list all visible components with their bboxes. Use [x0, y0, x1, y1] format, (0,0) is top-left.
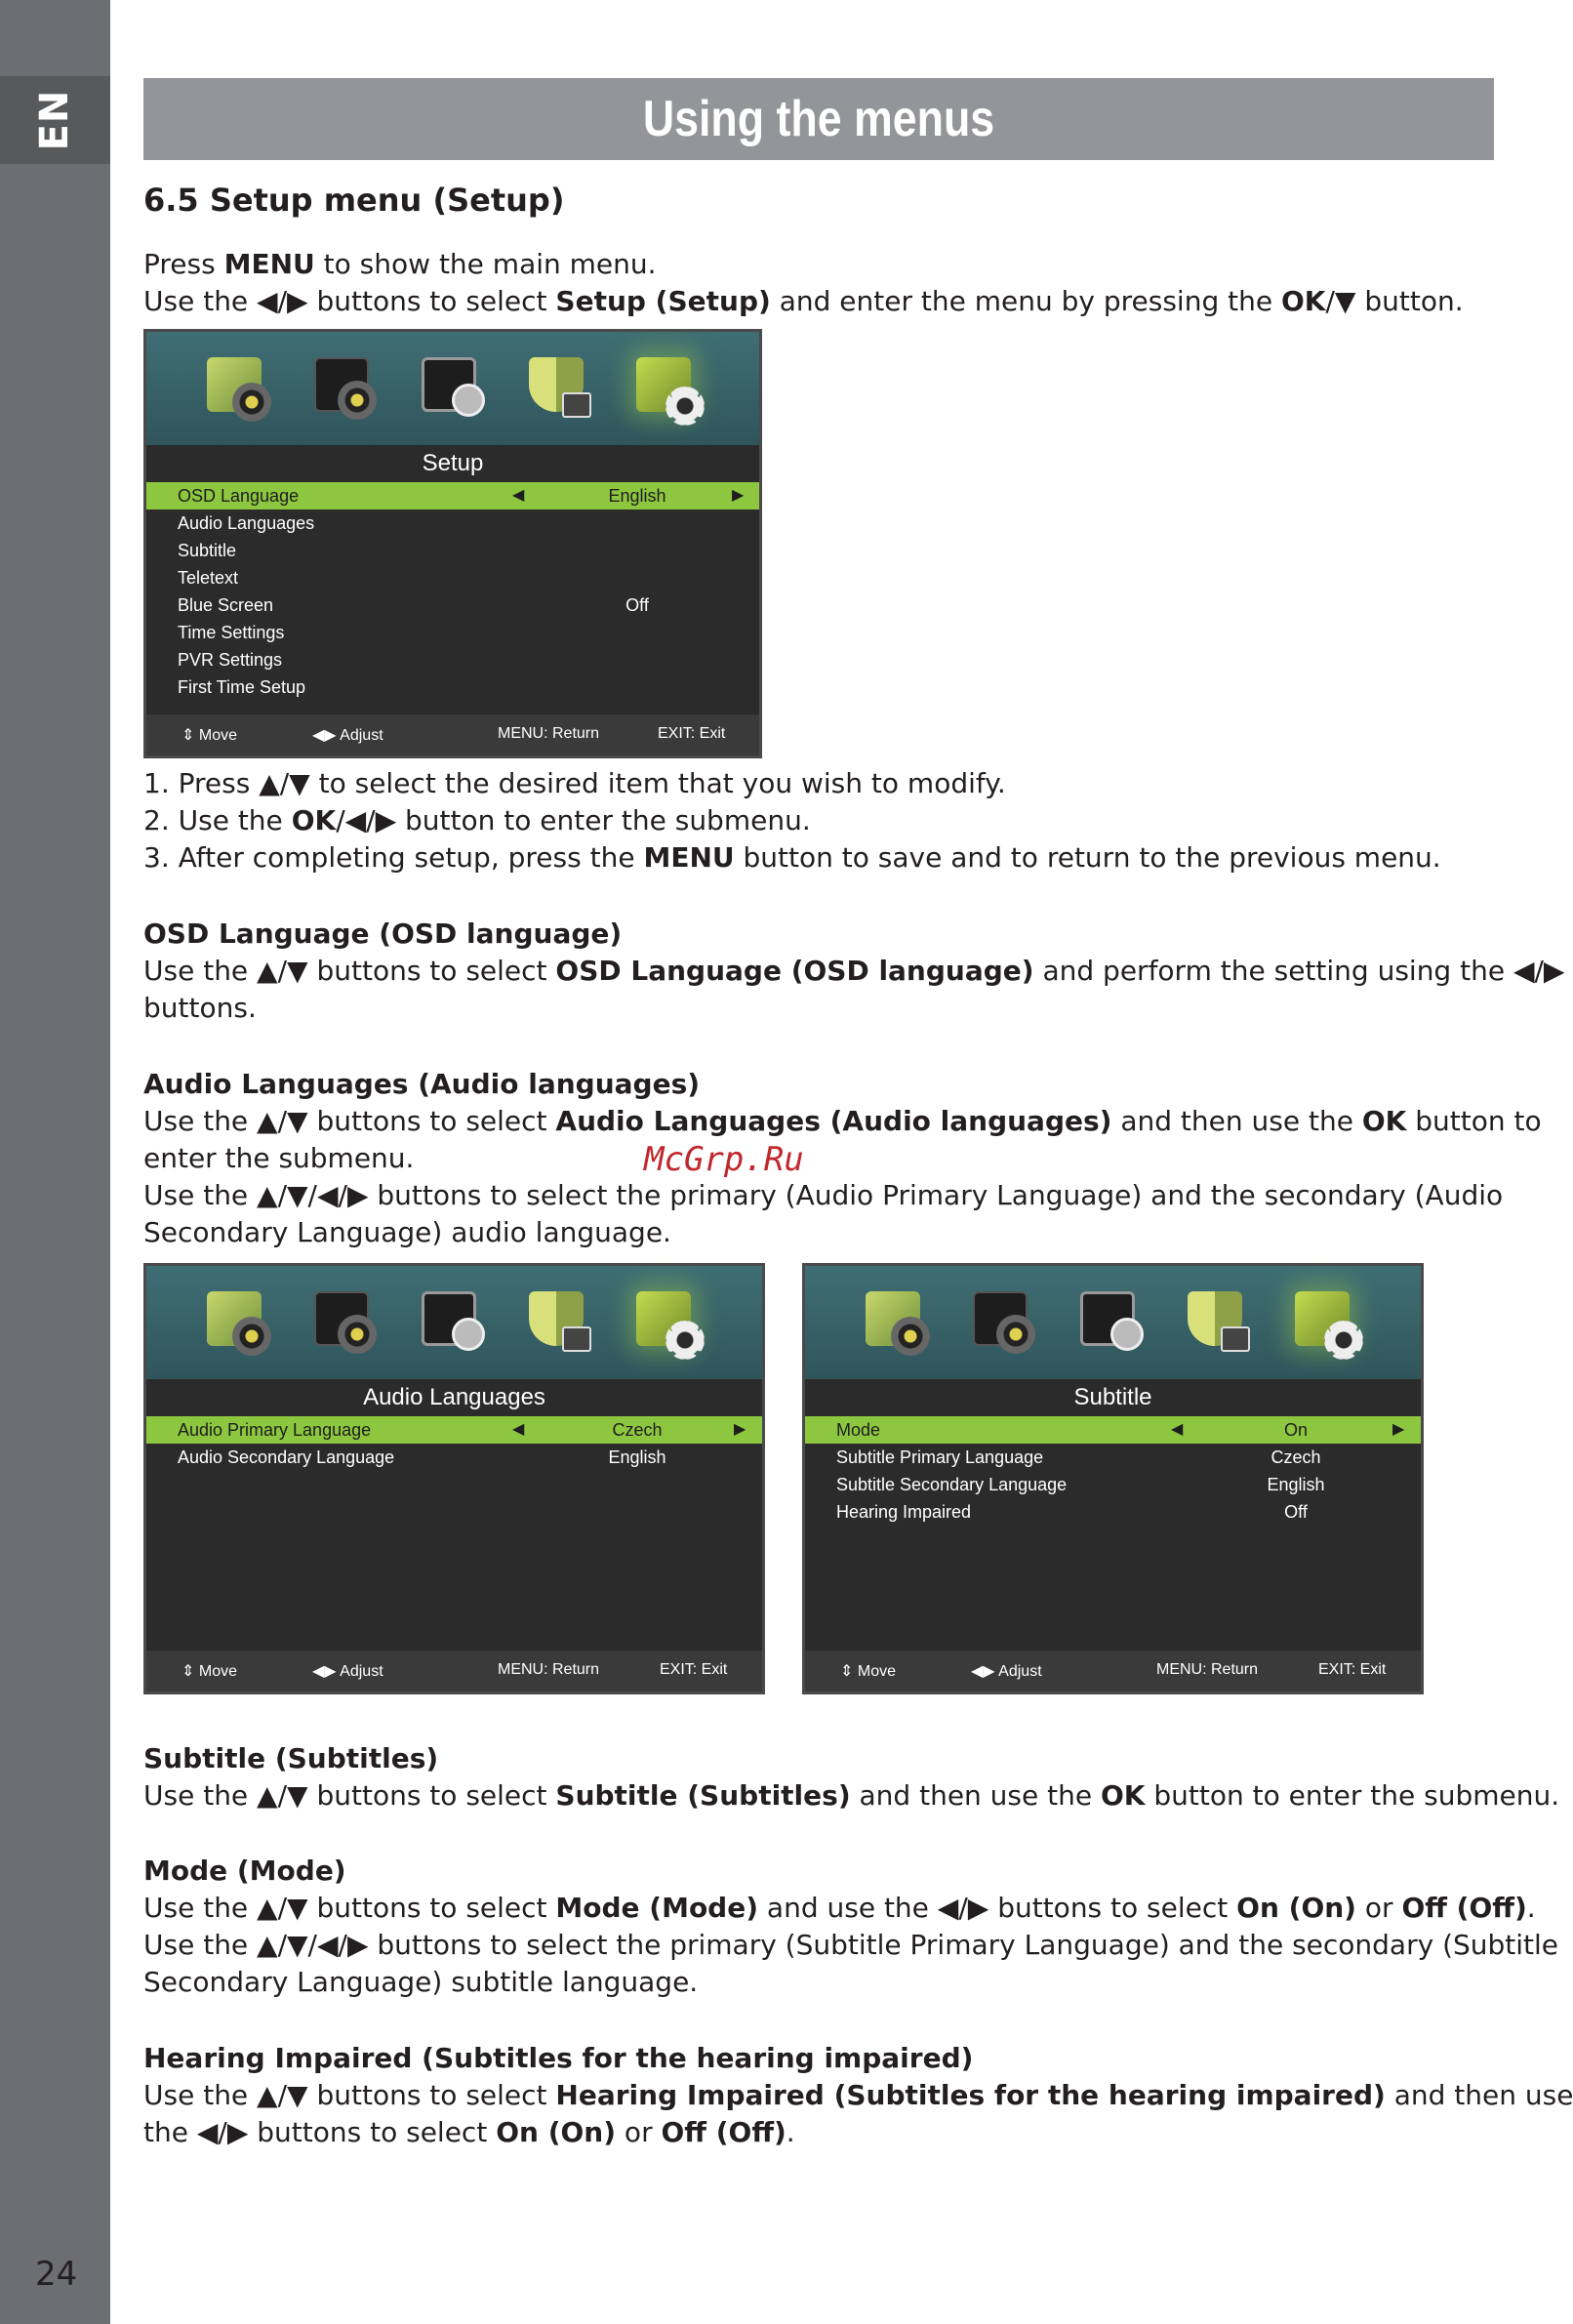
sidebar-strip [0, 0, 110, 2324]
audio-languages-line-3: Use the ▲/▼/◀/▶ buttons to select the primary (Audio Primary Language) and the secondary (Audio [143, 1179, 1504, 1211]
subtitle-screen [802, 1263, 1424, 1694]
right-arrow-icon[interactable]: ▶ [732, 487, 745, 504]
menu-item-pvr-settings[interactable]: PVR Settings [178, 650, 283, 670]
mode-line-2: Use the ▲/▼/◀/▶ buttons to select the primary (Subtitle Primary Language) and the secondary (Subtitle [143, 1929, 1559, 1961]
move-hint: ⇕ Move [840, 1663, 896, 1680]
right-arrow-icon[interactable]: ▶ [734, 1421, 746, 1438]
menu-item-subtitle[interactable]: Subtitle [178, 541, 237, 560]
menu-icon-bar [146, 332, 759, 448]
picture-icon [207, 357, 262, 412]
setup-menu-screen [143, 329, 762, 758]
menu-items [146, 482, 759, 701]
menu-return-hint: MENU: Return [498, 1661, 600, 1678]
picture-icon [866, 1291, 920, 1346]
lock-icon [529, 1291, 584, 1346]
page-title: Using the menus [642, 91, 995, 147]
channel-icon [422, 1291, 476, 1346]
intro-line-1: Press MENU to show the main menu. [143, 248, 657, 280]
menu-item-subtitle-secondary[interactable]: Subtitle Secondary Language English [836, 1475, 1325, 1494]
move-hint: ⇕ Move [182, 1663, 237, 1680]
menu-items [146, 1416, 762, 1471]
subtitle-line-1: Use the ▲/▼ buttons to select Subtitle (Subtitles) and then use the OK button to enter the submenu. [143, 1779, 1560, 1812]
mode-line-3: Secondary Language) subtitle language. [143, 1966, 699, 1998]
setup-gear-icon [1295, 1291, 1350, 1346]
sound-icon [314, 357, 369, 412]
exit-hint: EXIT: Exit [658, 725, 726, 742]
channel-icon [422, 357, 476, 412]
sound-icon [973, 1291, 1028, 1346]
menu-icon-bar [805, 1266, 1421, 1382]
left-arrow-icon[interactable]: ◀ [1171, 1421, 1184, 1438]
menu-footer [805, 1651, 1421, 1692]
audio-languages-heading: Audio Languages (Audio languages) [143, 1068, 701, 1100]
menu-item-teletext[interactable]: Teletext [178, 568, 239, 588]
menu-item-hearing-impaired[interactable]: Hearing Impaired Off [836, 1502, 1308, 1522]
menu-footer [146, 714, 759, 755]
step-1: 1. Press ▲/▼ to select the desired item that you wish to modify. [143, 767, 1006, 799]
header-banner [143, 78, 1494, 160]
sound-icon [314, 1291, 369, 1346]
left-arrow-icon[interactable]: ◀ [512, 1421, 525, 1438]
menu-title: Setup [146, 445, 759, 482]
mode-line-1: Use the ▲/▼ buttons to select Mode (Mode) and use the ◀/▶ buttons to select On (On) or Off (Off). [143, 1892, 1536, 1924]
setup-gear-icon [636, 1291, 691, 1346]
menu-item-blue-screen[interactable]: Blue Screen Off [178, 595, 649, 615]
adjust-hint: ◀▶ Adjust [312, 1663, 383, 1680]
audio-languages-line-1: Use the ▲/▼ buttons to select Audio Languages (Audio languages) and then use the OK button to [143, 1105, 1542, 1137]
osd-language-line-1: Use the ▲/▼ buttons to select OSD Language (OSD language) and perform the setting using the ◀/▶ [143, 955, 1565, 987]
menu-item-osd-language[interactable]: OSD Language ◀ English ▶ [146, 482, 759, 510]
mode-heading: Mode (Mode) [143, 1855, 346, 1887]
channel-icon [1080, 1291, 1135, 1346]
osd-language-heading: OSD Language (OSD language) [143, 917, 623, 950]
move-hint: ⇕ Move [182, 727, 237, 744]
right-arrow-icon[interactable]: ▶ [1392, 1421, 1405, 1438]
hearing-impaired-heading: Hearing Impaired (Subtitles for the hearing impaired) [143, 2042, 974, 2074]
menu-item-audio-languages[interactable]: Audio Languages [178, 513, 315, 533]
menu-title: Subtitle [805, 1379, 1421, 1416]
audio-languages-screen [143, 1263, 765, 1694]
watermark: McGrp.Ru [644, 1140, 804, 1179]
audio-languages-line-2: enter the submenu. [143, 1142, 415, 1174]
lock-icon [529, 357, 584, 412]
menu-item-audio-primary[interactable]: Audio Primary Language ◀ Czech ▶ [146, 1416, 762, 1444]
menu-footer [146, 1651, 762, 1692]
menu-item-subtitle-primary[interactable]: Subtitle Primary Language Czech [836, 1447, 1321, 1467]
menu-item-time-settings[interactable]: Time Settings [178, 623, 285, 642]
menu-return-hint: MENU: Return [498, 725, 600, 742]
hearing-impaired-line-1: Use the ▲/▼ buttons to select Hearing Impaired (Subtitles for the hearing impaired) and then use [143, 2079, 1573, 2111]
exit-hint: EXIT: Exit [660, 1661, 728, 1678]
intro-line-2: Use the ◀/▶ buttons to select Setup (Setup) and enter the menu by pressing the OK/▼ button. [143, 285, 1464, 317]
picture-icon [207, 1291, 262, 1346]
menu-title: Audio Languages [146, 1379, 762, 1416]
menu-item-mode[interactable]: Mode ◀ On ▶ [805, 1416, 1421, 1444]
adjust-hint: ◀▶ Adjust [312, 727, 383, 744]
left-arrow-icon[interactable]: ◀ [512, 487, 525, 504]
page-number: 24 [35, 2255, 78, 2294]
adjust-hint: ◀▶ Adjust [971, 1663, 1042, 1680]
menu-items [805, 1416, 1421, 1526]
menu-item-audio-secondary[interactable]: Audio Secondary Language English [178, 1447, 666, 1467]
step-2: 2. Use the OK/◀/▶ button to enter the submenu. [143, 804, 811, 836]
menu-return-hint: MENU: Return [1156, 1661, 1259, 1678]
exit-hint: EXIT: Exit [1318, 1661, 1387, 1678]
step-3: 3. After completing setup, press the MENU button to save and to return to the previous menu. [143, 841, 1441, 874]
menu-icon-bar [146, 1266, 762, 1382]
osd-language-line-2: buttons. [143, 992, 257, 1024]
lock-icon [1188, 1291, 1242, 1346]
subtitle-heading: Subtitle (Subtitles) [143, 1742, 439, 1774]
section-title: 6.5 Setup menu (Setup) [143, 182, 565, 219]
menu-item-first-time-setup[interactable]: First Time Setup [178, 677, 306, 697]
setup-gear-icon [636, 357, 691, 412]
audio-languages-line-4: Secondary Language) audio language. [143, 1216, 671, 1248]
language-code: EN [32, 89, 77, 151]
hearing-impaired-line-2: the ◀/▶ buttons to select On (On) or Off (Off). [143, 2116, 795, 2148]
